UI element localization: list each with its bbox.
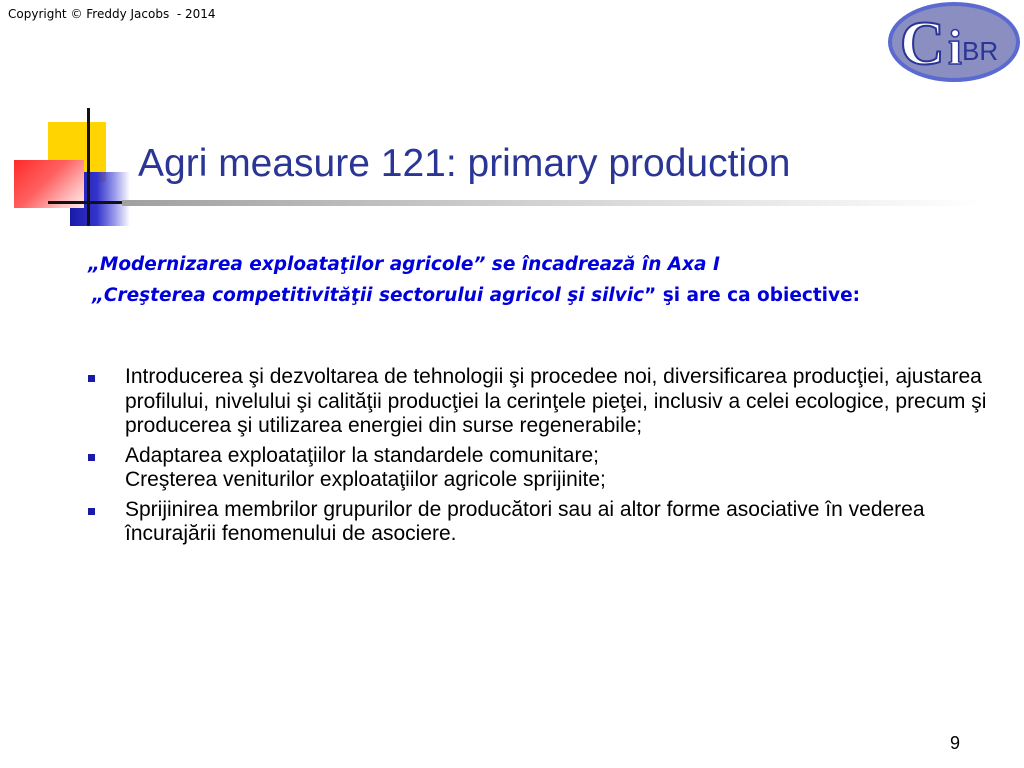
list-item-text: Adaptarea exploataţiilor la standardele comunitare; bbox=[125, 443, 599, 467]
intro-line-2-italic: „Creşterea competitivităţii sectorului agricol şi silvic bbox=[92, 285, 645, 306]
bullet-square-icon bbox=[88, 508, 95, 515]
copyright-text: Copyright © Freddy Jacobs - 2014 bbox=[8, 7, 216, 21]
list-item-text: Sprijinirea membrilor grupurilor de producători sau ai altor forme asociative în vederea încurajării fenomenului de asociere. bbox=[125, 497, 925, 545]
intro-line-1: „Modernizarea exploataţilor agricole” se încadrează în Axa I bbox=[88, 254, 720, 275]
logo-letter-c: C bbox=[900, 10, 945, 78]
logo-letters-br: BR bbox=[962, 36, 999, 66]
cibr-logo bbox=[884, 0, 1024, 86]
intro-line-2 bbox=[88, 285, 928, 307]
intro-text bbox=[88, 254, 928, 307]
list-item bbox=[88, 498, 988, 547]
logo-letter-i: i bbox=[948, 19, 962, 75]
bullet-square-icon bbox=[88, 454, 95, 461]
list-item bbox=[88, 444, 988, 493]
list-item-text: Creşterea veniturilor exploataţiilor agricole sprijinite; bbox=[125, 468, 606, 491]
intro-line-2-tail: ” şi are ca obiective: bbox=[644, 285, 861, 306]
title-underline bbox=[122, 200, 982, 206]
bullet-square-icon bbox=[88, 375, 95, 382]
list-item-text: Introducerea şi dezvoltarea de tehnologii şi procedee noi, diversificarea producţiei, ajustarea profilului, nivelului şi calităţii producţiei la cerinţele pieţei, inclusiv a celei ecologice, precum şi producerea şi utilizarea energiei din surse regenerabile; bbox=[125, 365, 987, 437]
title-decoration bbox=[10, 108, 150, 228]
slide-title: Agri measure 121: primary production bbox=[138, 142, 791, 185]
objectives-list bbox=[88, 365, 988, 552]
decoration-vertical-line bbox=[87, 108, 90, 226]
page-number: 9 bbox=[950, 733, 961, 753]
list-item bbox=[88, 365, 988, 439]
